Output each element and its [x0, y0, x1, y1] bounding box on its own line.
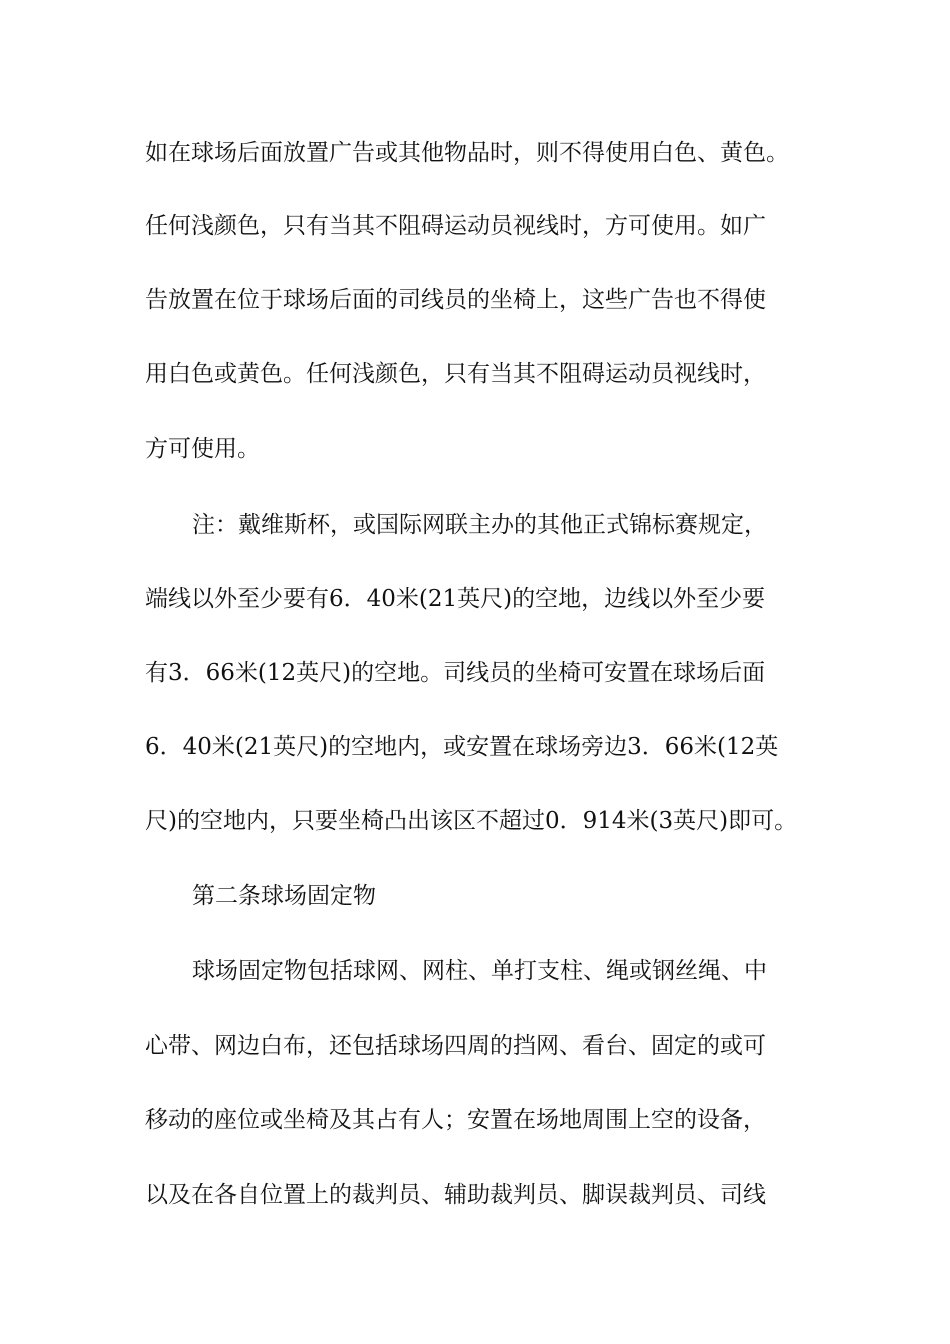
paragraph-line: 如在球场后面放置广告或其他物品时，则不得使用白色、黄色。	[145, 140, 789, 166]
paragraph-line: 球场固定物包括球网、网柱、单打支柱、绳或钢丝绳、中	[192, 958, 767, 984]
paragraph-line: 用白色或黄色。任何浅颜色，只有当其不阻碍运动员视线时，	[145, 361, 766, 387]
note-line: 有3．66米(12英尺)的空地。司线员的坐椅可安置在球场后面	[145, 660, 766, 686]
note-line: 6．40米(21英尺)的空地内，或安置在球场旁边3．66米(12英	[145, 734, 779, 760]
note-line: 注：戴维斯杯，或国际网联主办的其他正式锦标赛规定，	[192, 512, 767, 538]
note-line: 端线以外至少要有6．40米(21英尺)的空地，边线以外至少要	[145, 586, 766, 612]
paragraph-line: 移动的座位或坐椅及其占有人；安置在场地周围上空的设备，	[145, 1107, 766, 1133]
paragraph-line: 方可使用。	[145, 436, 260, 462]
paragraph-line: 心带、网边白布，还包括球场四周的挡网、看台、固定的或可	[145, 1033, 766, 1059]
paragraph-line: 任何浅颜色，只有当其不阻碍运动员视线时，方可使用。如广	[145, 213, 766, 239]
note-line: 尺)的空地内，只要坐椅凸出该区不超过0．914米(3英尺)即可。	[145, 808, 798, 834]
paragraph-line: 告放置在位于球场后面的司线员的坐椅上，这些广告也不得使	[145, 287, 766, 313]
paragraph-line: 以及在各自位置上的裁判员、辅助裁判员、脚误裁判员、司线	[145, 1182, 766, 1208]
section-heading: 第二条球场固定物	[192, 883, 376, 909]
